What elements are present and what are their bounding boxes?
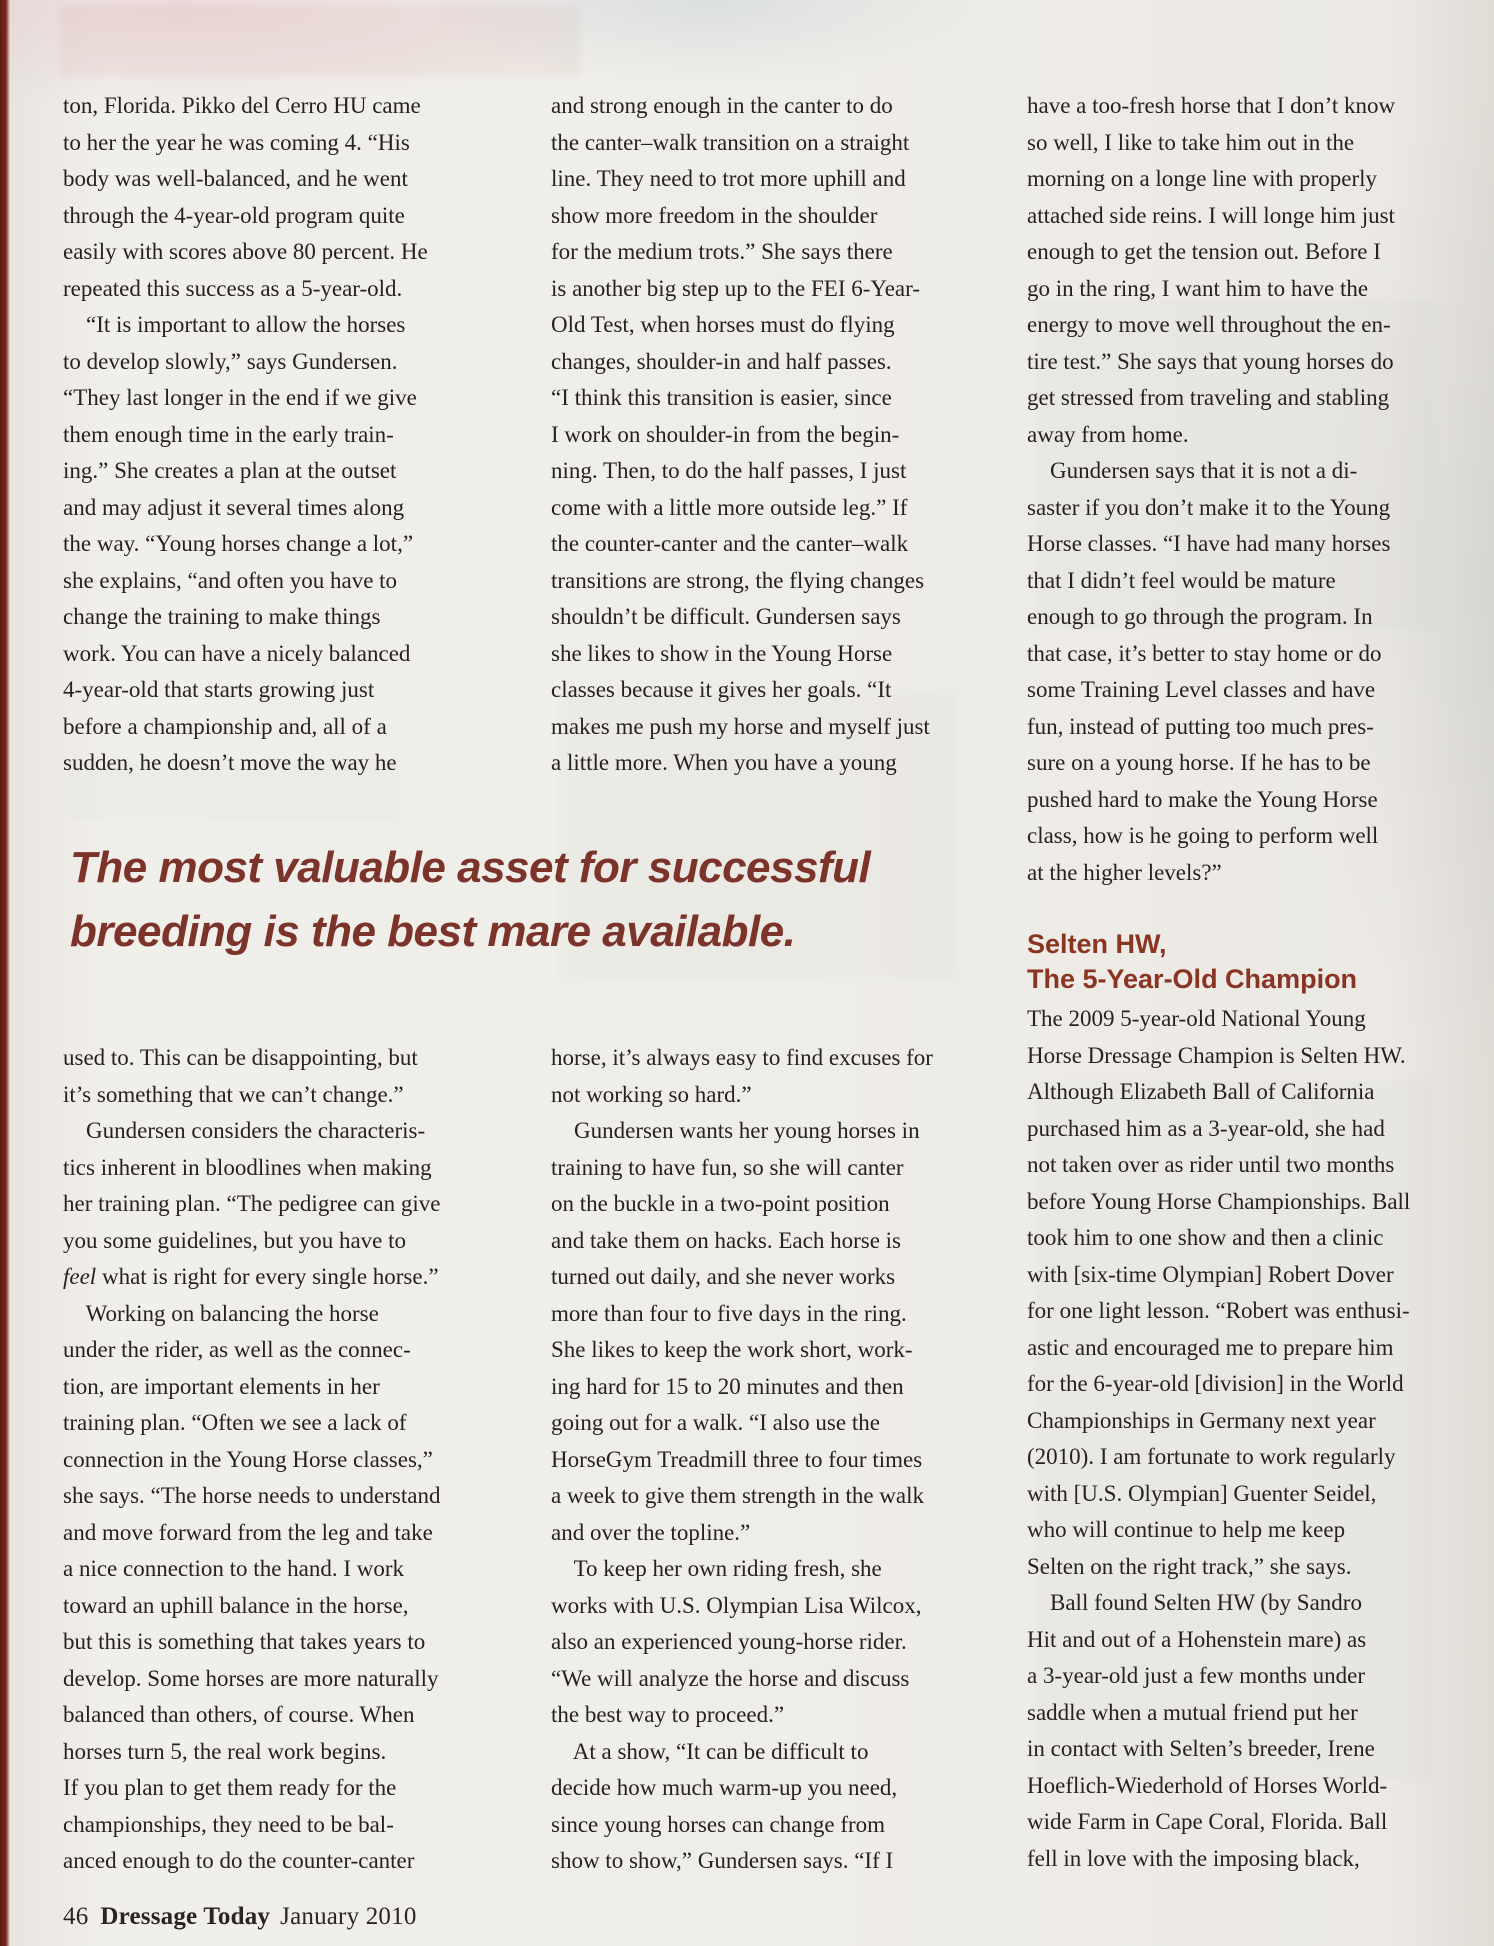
text-line: before a championship and, all of a xyxy=(63,713,387,739)
text-line: Gundersen wants her young horses in xyxy=(551,1118,920,1143)
text-line-group xyxy=(63,1296,487,1880)
text-line: she likes to show in the Young Horse xyxy=(551,640,893,666)
text-line: attached side reins. I will longe him just xyxy=(1027,202,1395,228)
text-line: get stressed from traveling and stabling xyxy=(1027,385,1390,410)
text-line: a 3-year-old just a few months under xyxy=(1027,1663,1366,1688)
pull-quote xyxy=(70,836,930,964)
text-line: wide Farm in Cape Coral, Florida. Ball xyxy=(1027,1809,1388,1834)
text-line: morning on a longe line with properly xyxy=(1027,166,1378,191)
text-line: she explains, “and often you have to xyxy=(63,567,398,593)
text-line: so well, I like to take him out in the xyxy=(1027,129,1355,155)
text-line: anced enough to do the counter-canter xyxy=(63,1848,415,1873)
text-line: a week to give them strength in the walk xyxy=(551,1483,925,1508)
text-line: “We will analyze the horse and discuss xyxy=(551,1665,910,1691)
text-line: Old Test, when horses must do flying xyxy=(551,312,895,337)
text-line: repeated this success as a 5-year-old. xyxy=(63,275,403,301)
text-line: works with U.S. Olympian Lisa Wilcox, xyxy=(551,1592,922,1618)
text-line: transitions are strong, the flying changes xyxy=(551,567,925,593)
text-line: she says. “The horse needs to understand xyxy=(63,1483,441,1508)
text-line: go in the ring, I want him to have the xyxy=(1027,275,1369,301)
text-line: class, how is he going to perform well xyxy=(1027,823,1379,848)
text-line: She likes to keep the work short, work- xyxy=(551,1337,913,1362)
text-line: it’s something that we can’t change.” xyxy=(63,1081,404,1107)
pull-quote-line: breeding is the best mare available. xyxy=(70,907,796,956)
text-line-group xyxy=(63,1040,487,1259)
text-line: Gundersen says that it is not a di- xyxy=(1027,458,1358,483)
text-line: championships, they need to be bal- xyxy=(63,1811,394,1837)
text-line: Working on balancing the horse xyxy=(63,1300,379,1326)
text-line: more than four to five days in the ring. xyxy=(551,1300,907,1326)
text-line: through the 4-year-old program quite xyxy=(63,202,405,228)
text-line: going out for a walk. “I also use the xyxy=(551,1410,880,1435)
section-heading-line: The 5-Year-Old Champion xyxy=(1027,964,1358,994)
text-line: the counter-canter and the canter–walk xyxy=(551,531,909,556)
text-line: for the 6-year-old [division] in the World xyxy=(1027,1371,1404,1396)
text-line: is another big step up to the FEI 6-Year- xyxy=(551,275,920,301)
text-line: Hit and out of a Hohenstein mare) as xyxy=(1027,1626,1367,1652)
text-line: and move forward from the leg and take xyxy=(63,1519,433,1545)
text-line: that I didn’t feel would be mature xyxy=(1027,567,1336,593)
text-line: work. You can have a nicely balanced xyxy=(63,640,411,666)
text-line: sure on a young horse. If he has to be xyxy=(1027,750,1371,775)
text-line: and may adjust it several times along xyxy=(63,494,405,520)
text-line: training plan. “Often we see a lack of xyxy=(63,1410,407,1435)
page-footer xyxy=(63,1903,417,1931)
text-line: purchased him as a 3-year-old, she had xyxy=(1027,1115,1385,1141)
text-line: connection in the Young Horse classes,” xyxy=(63,1446,433,1472)
text-line: enough to go through the program. In xyxy=(1027,604,1373,629)
text-line: tire test.” She says that young horses do xyxy=(1027,348,1394,374)
text-line: develop. Some horses are more naturally xyxy=(63,1665,439,1691)
text-line: that case, it’s better to stay home or do xyxy=(1027,640,1382,666)
text-line: some Training Level classes and have xyxy=(1027,677,1376,702)
text-line: them enough time in the early train- xyxy=(63,421,394,447)
text-line: pushed hard to make the Young Horse xyxy=(1027,786,1378,812)
text-line: show more freedom in the shoulder xyxy=(551,202,878,228)
text-line: shouldn’t be difficult. Gundersen says xyxy=(551,604,901,629)
italic-word: feel xyxy=(63,1264,97,1289)
text-line: the canter–walk transition on a straight xyxy=(551,129,910,155)
text-line: energy to move well throughout the en- xyxy=(1027,312,1391,337)
text-line: 4-year-old that starts growing just xyxy=(63,677,375,702)
text-line: the best way to proceed.” xyxy=(551,1702,785,1727)
column-middle-top xyxy=(551,88,975,782)
text-line: Selten on the right track,” she says. xyxy=(1027,1553,1352,1579)
column-left-bottom xyxy=(63,1040,487,1880)
text-line: changes, shoulder-in and half passes. xyxy=(551,348,892,374)
text-line: HorseGym Treadmill three to four times xyxy=(551,1446,923,1472)
column-left-top xyxy=(63,88,487,782)
text-line: for one light lesson. “Robert was enthusi- xyxy=(1027,1298,1410,1323)
text-line: If you plan to get them ready for the xyxy=(63,1775,397,1800)
text-line: not working so hard.” xyxy=(551,1081,752,1107)
text-line: and over the topline.” xyxy=(551,1519,751,1545)
text-line: away from home. xyxy=(1027,421,1189,447)
text-line: toward an uphill balance in the horse, xyxy=(63,1592,409,1618)
text-line: took him to one show and then a clinic xyxy=(1027,1225,1384,1250)
text-line: (2010). I am fortunate to work regularly xyxy=(1027,1444,1396,1469)
text-line: sudden, he doesn’t move the way he xyxy=(63,750,397,775)
text-line: change the training to make things xyxy=(63,604,381,629)
column-middle-bottom xyxy=(551,1040,975,1880)
text-line: but this is something that takes years to xyxy=(63,1629,426,1654)
text-line: Horse Dressage Champion is Selten HW. xyxy=(1027,1042,1406,1068)
text-line: Although Elizabeth Ball of California xyxy=(1027,1079,1375,1104)
text-line: enough to get the tension out. Before I xyxy=(1027,239,1381,264)
text-line: makes me push my horse and myself just xyxy=(551,713,930,739)
text-line: to develop slowly,” says Gundersen. xyxy=(63,348,398,374)
magazine-name: Dressage Today xyxy=(100,1903,271,1930)
text-line: ing.” She creates a plan at the outset xyxy=(63,458,397,483)
text-line: ton, Florida. Pikko del Cerro HU came xyxy=(63,93,421,118)
text-line: Hoeflich-Wiederhold of Horses World- xyxy=(1027,1772,1388,1798)
text-line: fell in love with the imposing black, xyxy=(1027,1845,1360,1871)
text-line: easily with scores above 80 percent. He xyxy=(63,239,428,264)
text-line: with [six-time Olympian] Robert Dover xyxy=(1027,1261,1394,1287)
text-line: body was well-balanced, and he went xyxy=(63,166,408,191)
text-line: you some guidelines, but you have to xyxy=(63,1227,407,1253)
text-line: The 2009 5-year-old National Young xyxy=(1027,1006,1366,1031)
text-line: horse, it’s always easy to find excuses for xyxy=(551,1045,933,1070)
text-line: Ball found Selten HW (by Sandro xyxy=(1027,1590,1362,1615)
issue-date: January 2010 xyxy=(280,1903,417,1930)
text-line: “They last longer in the end if we give xyxy=(63,385,417,410)
text-line: since young horses can change from xyxy=(551,1811,886,1837)
text-line: also an experienced young-horse rider. xyxy=(551,1629,907,1654)
text-line: on the buckle in a two-point position xyxy=(551,1191,890,1216)
text-line: I work on shoulder-in from the begin- xyxy=(551,421,900,447)
text-line: tion, are important elements in her xyxy=(63,1373,380,1399)
text-line: Horse classes. “I have had many horses xyxy=(1027,531,1391,556)
text-line: “It is important to allow the horses xyxy=(63,312,406,337)
text-line: to her the year he was coming 4. “His xyxy=(63,129,410,155)
text-line: Championships in Germany next year xyxy=(1027,1407,1376,1433)
page-number: 46 xyxy=(63,1903,89,1930)
text-line: used to. This can be disappointing, but xyxy=(63,1045,418,1070)
text-line: horses turn 5, the real work begins. xyxy=(63,1738,387,1764)
text-line: classes because it gives her goals. “It xyxy=(551,677,892,702)
text-line: a nice connection to the hand. I work xyxy=(63,1556,405,1581)
text-line: who will continue to help me keep xyxy=(1027,1517,1346,1542)
text-line: under the rider, as well as the connec- xyxy=(63,1337,411,1362)
page-spine-edge xyxy=(0,0,10,1946)
text-line: line. They need to trot more uphill and xyxy=(551,166,906,191)
text-line: Gundersen considers the characteris- xyxy=(63,1118,426,1143)
text-line: To keep her own riding fresh, she xyxy=(551,1556,882,1581)
text-line: and strong enough in the canter to do xyxy=(551,93,893,118)
text-line: decide how much warm-up you need, xyxy=(551,1775,898,1800)
text-line: ning. Then, to do the half passes, I just xyxy=(551,458,907,483)
text-line: astic and encouraged me to prepare him xyxy=(1027,1334,1394,1360)
section-heading-line: Selten HW, xyxy=(1027,929,1167,959)
text-line: before Young Horse Championships. Ball xyxy=(1027,1188,1411,1214)
text-line: training to have fun, so she will canter xyxy=(551,1154,904,1180)
text-line: her training plan. “The pedigree can give xyxy=(63,1191,441,1216)
text-line: balanced than others, of course. When xyxy=(63,1702,415,1727)
column-right-section xyxy=(1027,1001,1451,1877)
text-line: the way. “Young horses change a lot,” xyxy=(63,531,414,556)
text-line xyxy=(63,1259,487,1296)
bleed-through-ghost xyxy=(60,6,580,76)
section-heading xyxy=(1027,927,1451,997)
text-line: At a show, “It can be difficult to xyxy=(551,1738,869,1764)
text-line: show to show,” Gundersen says. “If I xyxy=(551,1848,894,1873)
text-line: tics inherent in bloodlines when making xyxy=(63,1154,432,1180)
text-line: and take them on hacks. Each horse is xyxy=(551,1227,901,1253)
text-line: not taken over as rider until two months xyxy=(1027,1152,1395,1177)
text-line: a little more. When you have a young xyxy=(551,750,897,775)
text-line: with [U.S. Olympian] Guenter Seidel, xyxy=(1027,1480,1377,1506)
pull-quote-line: The most valuable asset for successful xyxy=(70,843,871,892)
text-line: ing hard for 15 to 20 minutes and then xyxy=(551,1373,904,1399)
text-line: at the higher levels?” xyxy=(1027,859,1222,885)
text-line-rest: what is right for every single horse.” xyxy=(96,1264,439,1289)
text-line: for the medium trots.” She says there xyxy=(551,239,893,264)
text-line: have a too-fresh horse that I don’t know xyxy=(1027,93,1396,118)
text-line: “I think this transition is easier, since xyxy=(551,385,892,410)
text-line: saddle when a mutual friend put her xyxy=(1027,1699,1358,1725)
text-line: turned out daily, and she never works xyxy=(551,1264,896,1289)
text-line: saster if you don’t make it to the Young xyxy=(1027,494,1391,520)
text-line: fun, instead of putting too much pres- xyxy=(1027,713,1374,739)
text-line: in contact with Selten’s breeder, Irene xyxy=(1027,1736,1375,1761)
text-line: come with a little more outside leg.” If xyxy=(551,494,908,520)
column-right-upper xyxy=(1027,88,1451,891)
